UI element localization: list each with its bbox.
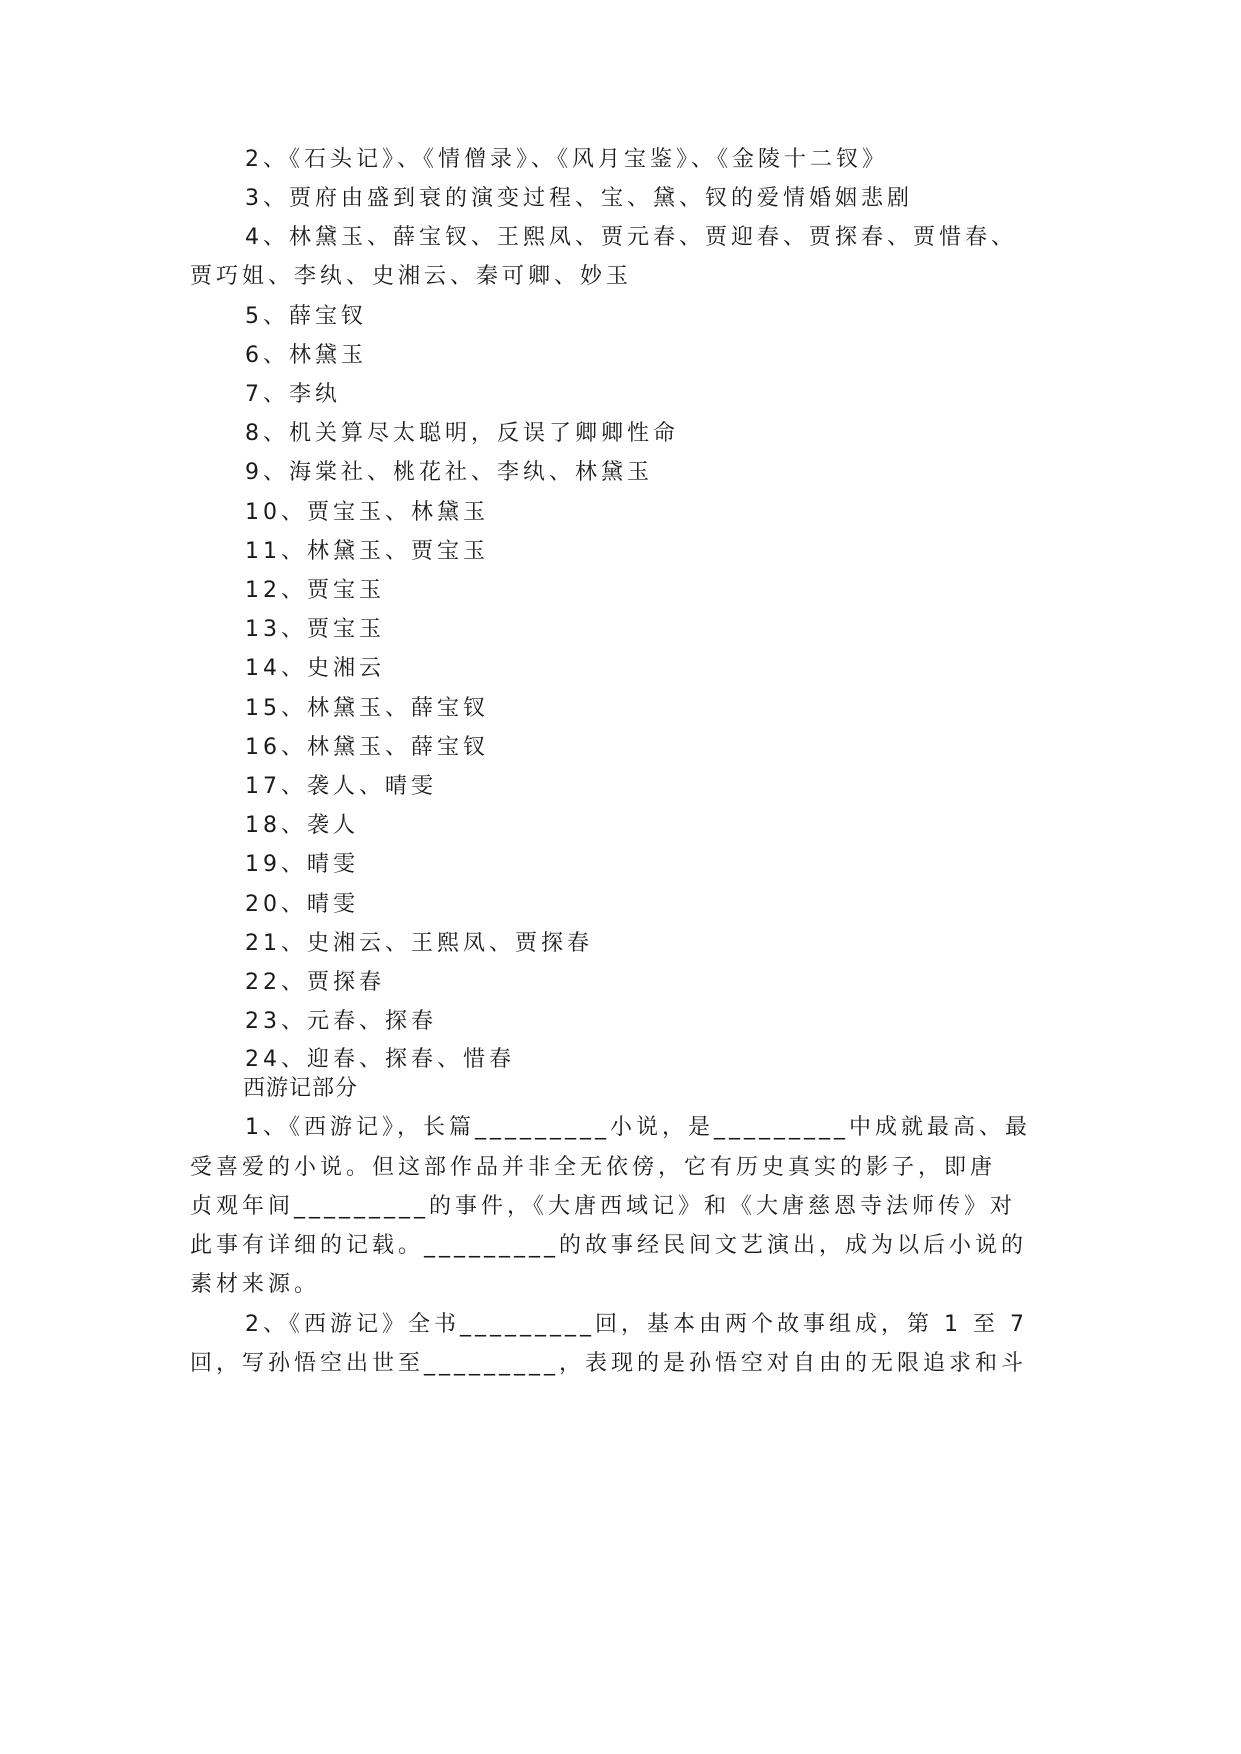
answer-line-22: 22、贾探春 (245, 970, 385, 995)
answer-line-8: 8、机关算尽太聪明，反误了卿卿性命 (245, 421, 679, 446)
answer-line-16: 16、林黛玉、薛宝钗 (245, 735, 489, 760)
answer-line-21: 21、史湘云、王熙凤、贾探春 (245, 931, 593, 956)
answer-line-24: 24、迎春、探春、惜春 (245, 1047, 515, 1072)
question-1-line-1: 1、《西游记》，长篇_________小说，是_________中成就最高、最 (245, 1115, 1031, 1140)
section-heading: 西游记部分 (243, 1076, 359, 1101)
answer-line-5: 5、薛宝钗 (245, 304, 367, 329)
answer-line-10: 10、贾宝玉、林黛玉 (245, 500, 489, 525)
answer-line-2: 2、《石头记》、《情僧录》、《风月宝鉴》、《金陵十二钗》 (245, 147, 888, 172)
answer-line-17: 17、袭人、晴雯 (245, 774, 437, 799)
question-1-line-3: 贞观年间_________的事件，《大唐西域记》和《大唐慈恩寺法师传》对 (190, 1194, 1017, 1219)
answer-line-20: 20、晴雯 (245, 892, 359, 917)
answer-line-12: 12、贾宝玉 (245, 578, 385, 603)
answer-line-14: 14、史湘云 (245, 656, 385, 681)
answer-line-9: 9、海棠社、桃花社、李纨、林黛玉 (245, 460, 653, 485)
question-1-line-4: 此事有详细的记载。_________的故事经民间文艺演出，成为以后小说的 (190, 1233, 1028, 1258)
answer-line-23: 23、元春、探春 (245, 1009, 437, 1034)
answer-line-4: 4、林黛玉、薛宝钗、王熙凤、贾元春、贾迎春、贾探春、贾惜春、 (245, 225, 1017, 250)
answer-line-18: 18、袭人 (245, 813, 359, 838)
question-1-line-2: 受喜爱的小说。但这部作品并非全无依傍，它有历史真实的影子，即唐 (190, 1155, 997, 1180)
question-2-line-2: 回，写孙悟空出世至_________，表现的是孙悟空对自由的无限追求和斗 (190, 1351, 1028, 1376)
answer-line-3: 3、贾府由盛到衰的演变过程、宝、黛、钗的爱情婚姻悲剧 (245, 186, 913, 211)
answer-line-19: 19、晴雯 (245, 852, 359, 877)
answer-line-15: 15、林黛玉、薛宝钗 (245, 696, 489, 721)
question-1-line-5: 素材来源。 (190, 1272, 321, 1297)
answer-line-7: 7、李纨 (245, 382, 341, 407)
answer-line-4-cont: 贾巧姐、李纨、史湘云、秦可卿、妙玉 (190, 264, 633, 289)
question-2-line-1: 2、《西游记》全书_________回，基本由两个故事组成，第 1 至 7 (245, 1312, 1028, 1337)
answer-line-11: 11、林黛玉、贾宝玉 (245, 539, 489, 564)
answer-line-6: 6、林黛玉 (245, 343, 367, 368)
answer-line-13: 13、贾宝玉 (245, 617, 385, 642)
